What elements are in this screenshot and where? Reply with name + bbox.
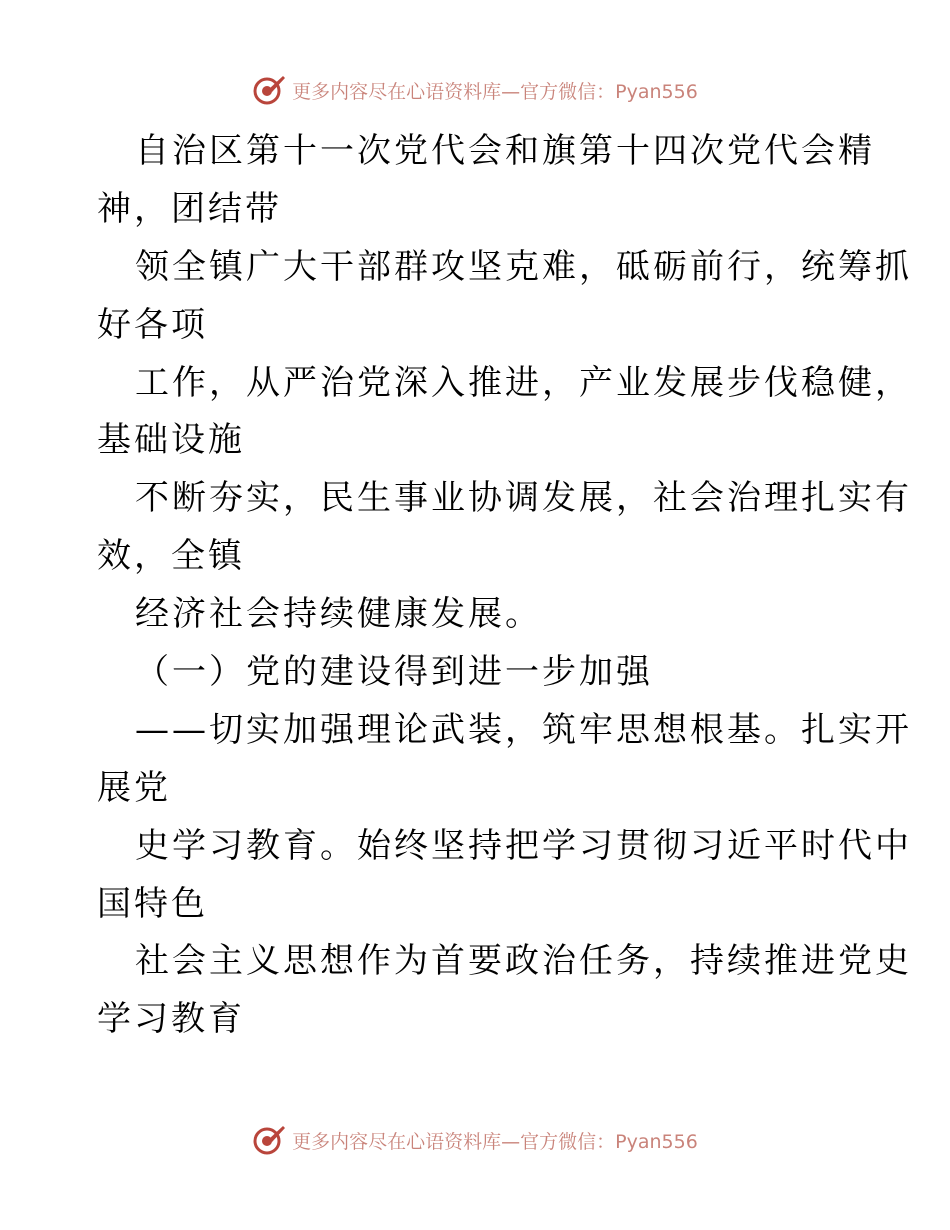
text-line: 工作，从严治党深入推进，产业发展步伐稳健， (135, 362, 912, 403)
pen-nib-seal-icon (252, 1123, 286, 1157)
footer-watermark (0, 1120, 950, 1160)
text-line: 社会主义思想作为首要政治任务，持续推进党史 (135, 941, 912, 982)
text-line: 好各项 (97, 304, 208, 345)
text-line: 展党 (97, 767, 171, 808)
text-line: 学习教育 (97, 999, 245, 1040)
watermark-text: 更多内容尽在心语资料库—官方微信：Pyan556 (292, 80, 698, 103)
text-line: 基础设施 (97, 420, 245, 461)
pen-nib-seal-icon (252, 73, 286, 107)
text-line: 效，全镇 (97, 536, 245, 577)
text-line: 领全镇广大干部群攻坚克难，砥砺前行，统筹抓 (135, 246, 912, 287)
section-heading: （一）党的建设得到进一步加强 (135, 652, 653, 693)
header-watermark (0, 70, 950, 110)
text-line: ——切实加强理论武装，筑牢思想根基。扎实开 (135, 709, 912, 750)
text-line: 神，团结带 (97, 188, 282, 229)
text-line: 不断夯实，民生事业协调发展，社会治理扎实有 (135, 478, 912, 519)
text-line: 经济社会持续健康发展。 (135, 594, 542, 635)
text-line: 国特色 (97, 883, 208, 924)
watermark-text: 更多内容尽在心语资料库—官方微信：Pyan556 (292, 1130, 698, 1153)
text-line: 自治区第十一次党代会和旗第十四次党代会精 (135, 131, 875, 171)
text-line: 史学习教育。始终坚持把学习贯彻习近平时代中 (135, 825, 912, 866)
document-body (97, 123, 912, 1049)
